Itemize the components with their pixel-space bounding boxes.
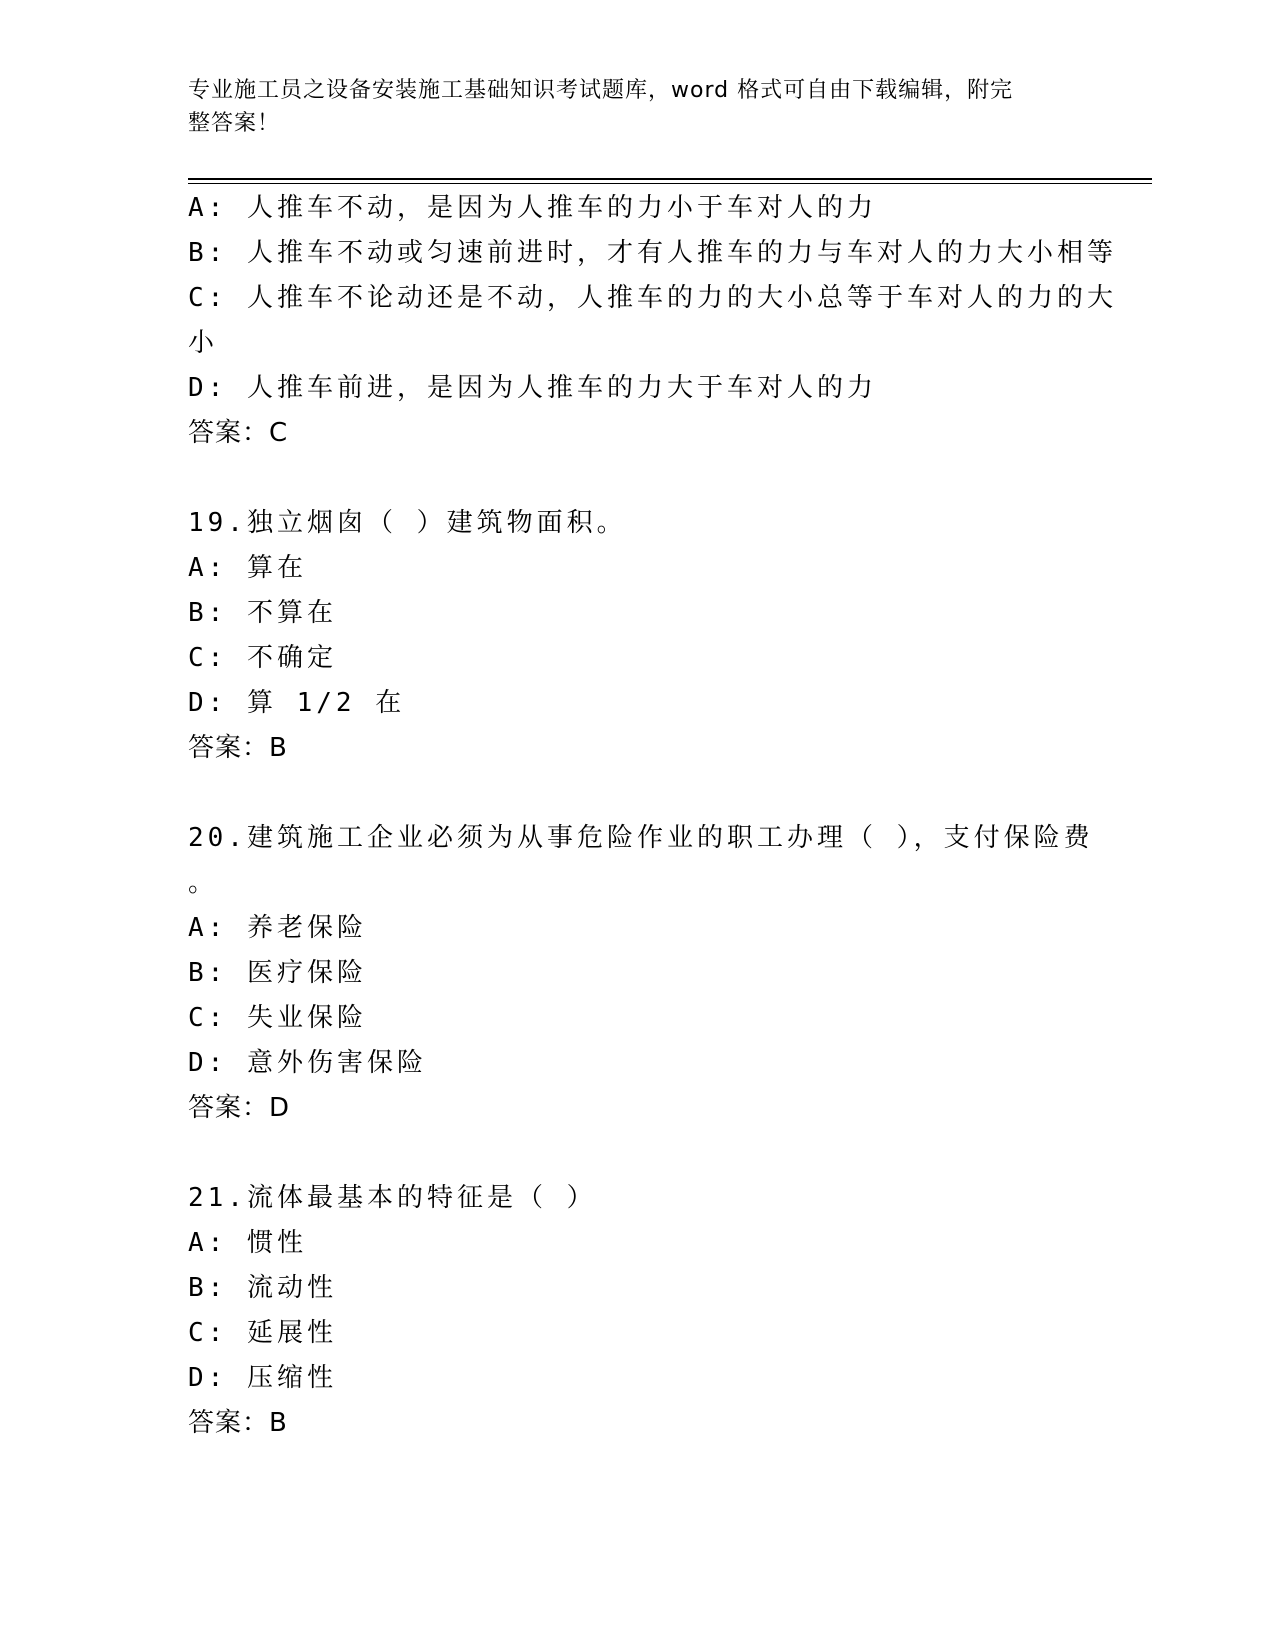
q18-option-b: B: 人推车不动或匀速前进时，才有人推车的力与车对人的力大小相等 [188, 238, 1117, 268]
header-divider-thin [188, 183, 1152, 184]
q19-question: 19.独立烟囱（ ）建筑物面积。 [188, 508, 627, 538]
q20-option-c: C: 失业保险 [188, 1003, 367, 1033]
header-line-1: 专业施工员之设备安装施工基础知识考试题库，word 格式可自由下载编辑，附完 [188, 78, 1014, 103]
q18-option-a: A: 人推车不动，是因为人推车的力小于车对人的力 [188, 193, 877, 223]
document-header [188, 74, 1088, 140]
q20-option-b: B: 医疗保险 [188, 958, 367, 988]
q18-answer: 答案：C [188, 418, 289, 448]
q19-option-a: A: 算在 [188, 553, 307, 583]
q21-option-d: D: 压缩性 [188, 1363, 337, 1393]
q20-option-d: D: 意外伤害保险 [188, 1048, 427, 1078]
q18-option-c-line1: C: 人推车不论动还是不动，人推车的力的大小总等于车对人的力的大 [188, 283, 1117, 313]
q20-question-line1: 20.建筑施工企业必须为从事危险作业的职工办理（ ），支付保险费 [188, 823, 1094, 853]
q21-question: 21.流体最基本的特征是（ ） [188, 1183, 597, 1213]
q20-option-a: A: 养老保险 [188, 913, 367, 943]
q19-option-c: C: 不确定 [188, 643, 337, 673]
q18-option-d: D: 人推车前进，是因为人推车的力大于车对人的力 [188, 373, 877, 403]
q21-option-c: C: 延展性 [188, 1318, 337, 1348]
q19-option-b: B: 不算在 [188, 598, 337, 628]
q19-answer: 答案：B [188, 733, 288, 763]
q20-answer: 答案：D [188, 1093, 291, 1123]
q20-question-line2: 。 [188, 868, 219, 898]
q21-option-b: B: 流动性 [188, 1273, 337, 1303]
q21-option-a: A: 惯性 [188, 1228, 307, 1258]
q18-option-c-line2: 小 [188, 328, 219, 358]
q21-answer: 答案：B [188, 1408, 288, 1438]
q19-option-d: D: 算 1/2 在 [188, 688, 406, 718]
header-line-2: 整答案！ [188, 111, 281, 136]
header-divider-thick [188, 178, 1152, 180]
